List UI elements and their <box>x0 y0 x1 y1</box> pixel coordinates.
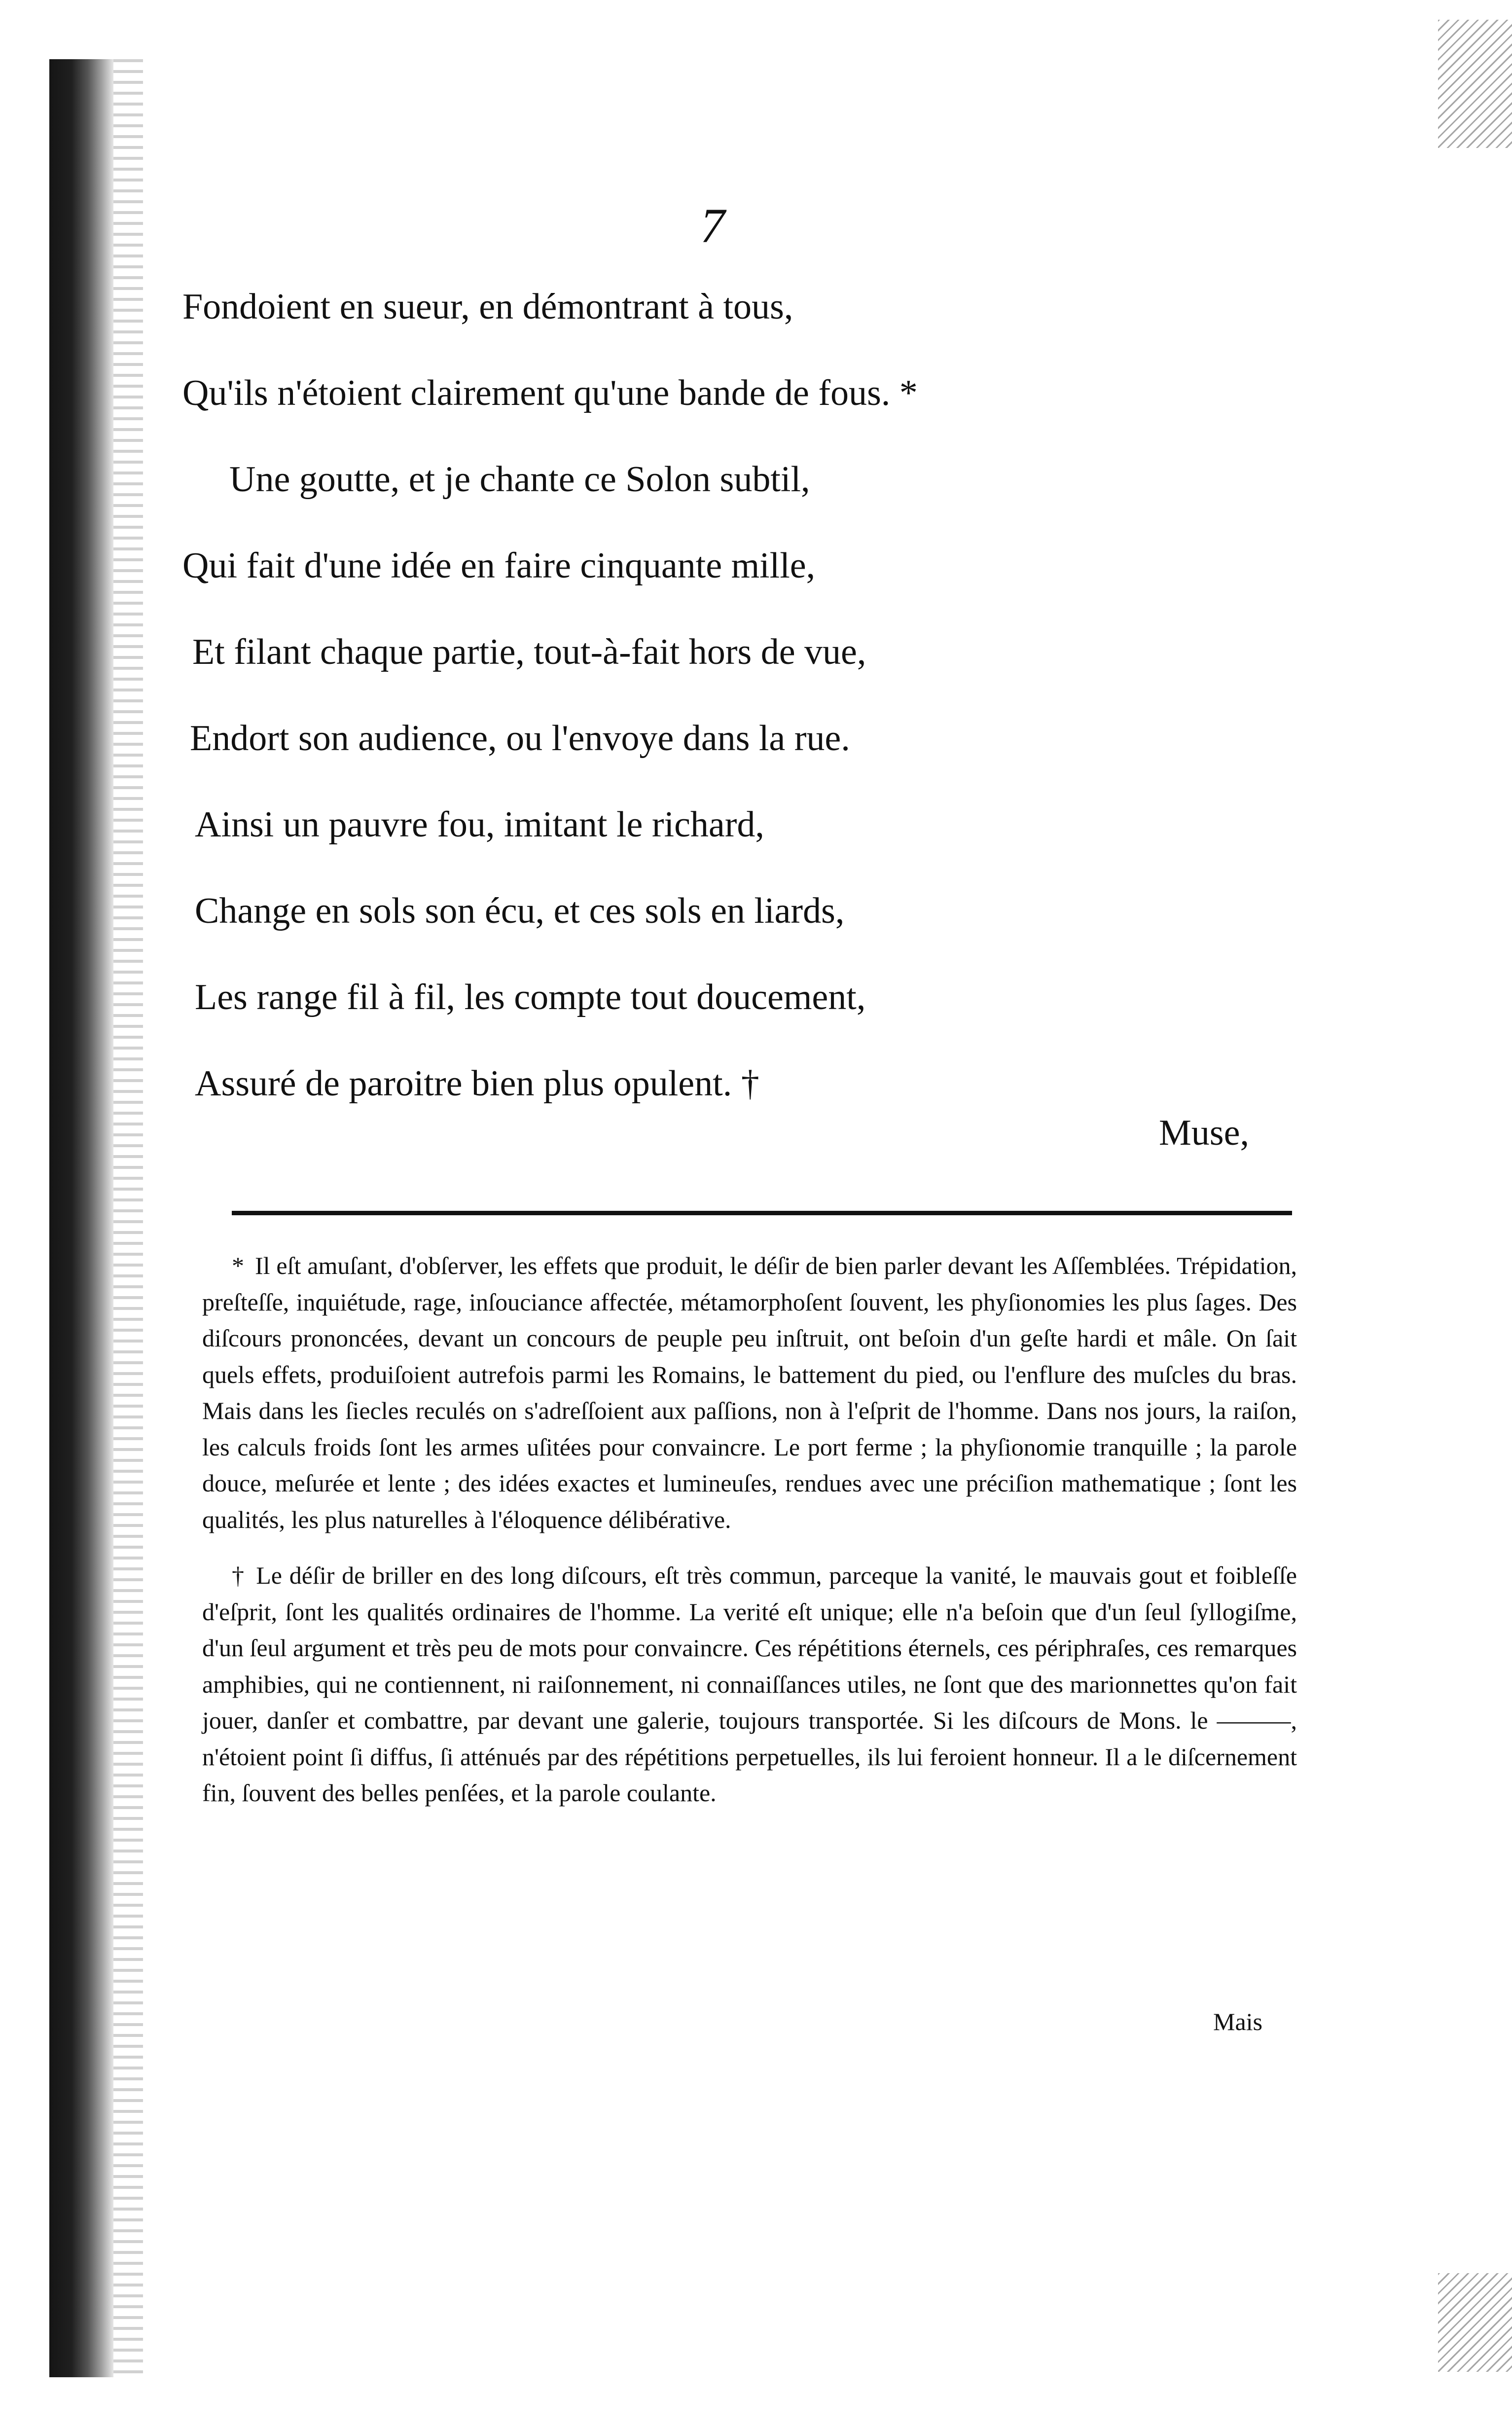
verse-line: Ainsi un pauvre fou, imitant le richard, <box>195 804 764 845</box>
scan-binding-shadow <box>113 59 143 2377</box>
verse-line: Change en sols son écu, et ces sols en liards, <box>195 891 845 931</box>
page-number: 7 <box>700 198 725 253</box>
footnote <box>202 1558 1297 1812</box>
footnote-catchword: Mais <box>1213 2008 1262 2035</box>
verse-line: Qui fait d'une idée en faire cinquante mille, <box>182 545 816 586</box>
verse-line: Assuré de paroitre bien plus opulent. † <box>195 1063 759 1104</box>
scan-binding-edge <box>49 59 113 2377</box>
verse-line: Qu'ils n'étoient clairement qu'une bande de fous. * <box>182 373 918 413</box>
verse-line: Les range fil à fil, les compte tout doucement, <box>195 977 866 1017</box>
footnote-text: Le déſir de briller en des long diſcours, eſt très commun, parceque la vanité, le mauvais gout et foibleſſe d'eſprit, ſont les qualités ordinaires de l'homme. La verité eſt unique; elle n'a beſoin que d'un ſeul ſyllogiſme, d'un ſeul argument et très peu de mots pour convaincre. Ces répétitions éternels, ces périphraſes, ces remarques amphibies, qui ne contiennent, ni raiſonnement, ni connaiſſances utiles, ne ſont que des marionnettes qu'on fait jouer, danſer et combattre, par devant une galerie, toujours transportée. Si les diſcours de Mons. le ———, n'étoient point ſi diffus, ſi atténués par des répétitions perpetuelles, ils lui feroient honneur. Il a le diſcernement fin, ſouvent des belles penſées, et la parole coulante. <box>202 1561 1297 1807</box>
footnotes <box>202 1248 1297 1831</box>
verse-line: Endort son audience, ou l'envoye dans la rue. <box>190 718 850 759</box>
footnote-text: Il eſt amuſant, d'obſerver, les effets que produit, le déſir de bien parler devant les Aſſemblées. Trépidation, preſteſſe, inquiétude, rage, inſouciance affectée, métamorphoſent ſouvent, les phyſionomies les plus ſages. Des diſcours prononcées, devant un concours de peuple peu inſtruit, ont beſoin d'un geſte hardi et mâle. On ſait quels effets, produiſoient autrefois parmi les Romains, le battement du pied, ou l'enflure des muſcles du bras. Mais dans les ſiecles reculés on s'adreſſoient aux paſſions, non à l'eſprit de l'homme. Dans nos jours, la raiſon, les calculs froids ſont les armes uſitées pour convaincre. Le port ferme ; la phyſionomie tranquille ; la parole douce, meſurée et lente ; des idées exactes et lumineuſes, rendues avec une préciſion mathematique ; ſont les qualités, les plus naturelles à l'éloquence délibérative. <box>202 1252 1297 1533</box>
footnote <box>202 1248 1297 1538</box>
verse-line: Une goutte, et je chante ce Solon subtil, <box>229 459 810 500</box>
scan-corner-noise-bottom <box>1438 2273 1512 2372</box>
verse-line: Fondoient en sueur, en démontrant à tous, <box>182 287 793 327</box>
scan-corner-noise-top <box>1438 20 1512 148</box>
footnote-mark: * <box>232 1252 244 1279</box>
footnote-mark: † <box>232 1561 246 1589</box>
footnote-rule <box>232 1211 1292 1215</box>
catchword: Muse, <box>1159 1113 1249 1153</box>
verse-line: Et filant chaque partie, tout-à-fait hors de vue, <box>192 632 866 672</box>
